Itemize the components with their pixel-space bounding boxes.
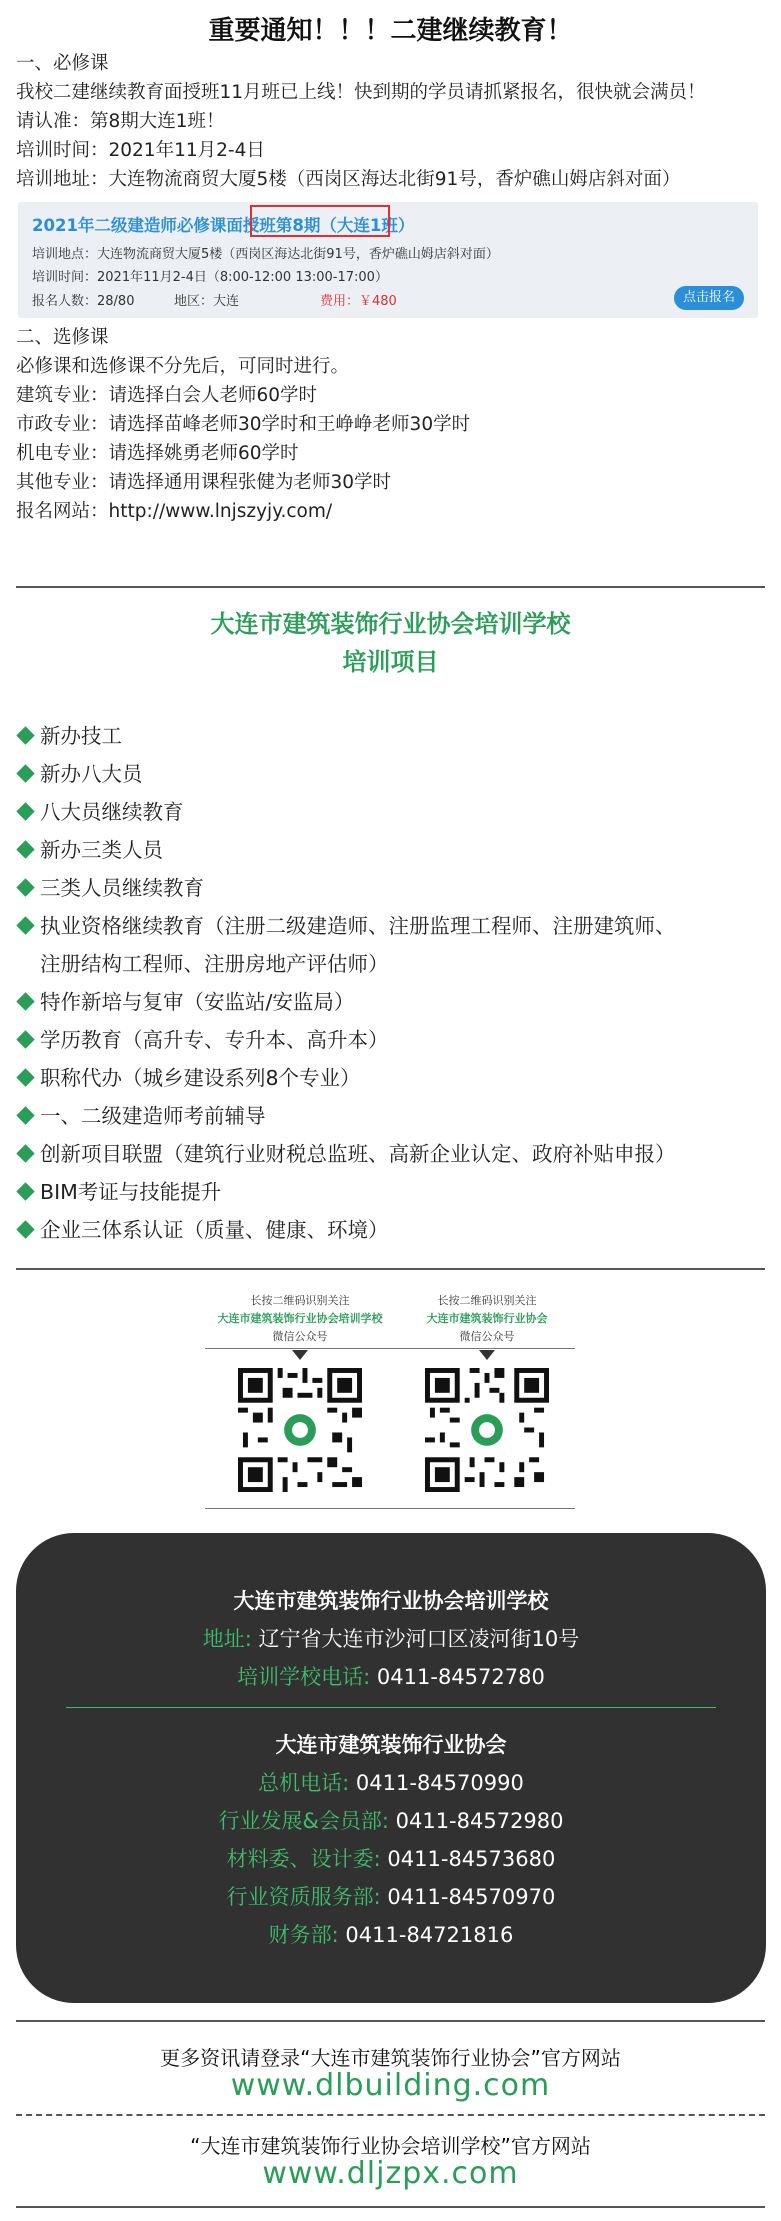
phone-design-dept: 材料委、设计委: 0411-84573680 — [226, 1847, 556, 1871]
school-name: 大连市建筑装饰行业协会培训学校 — [233, 1589, 549, 1613]
project-item: 新办八大员 — [16, 757, 143, 787]
arrow-down-icon — [479, 1350, 495, 1360]
qr-caption-school: 长按二维码识别关注 大连市建筑装饰行业协会培训学校 微信公众号 — [217, 1294, 383, 1343]
school-address: 地址: 辽宁省大连市沙河口区凌河街10号 — [202, 1627, 580, 1651]
notice-line: 请认准：第8期大连1班！ — [16, 111, 225, 132]
projects-title: 大连市建筑装饰行业协会培训学校 — [210, 610, 571, 638]
project-item: 职称代办（城乡建设系列8个专业） — [16, 1061, 361, 1091]
diamond-bullet-icon — [16, 1106, 34, 1124]
qr-code-icon[interactable] — [425, 1368, 549, 1492]
section-heading-elective: 二、选修课 — [16, 327, 109, 348]
notice-line: 培训地址：大连物流商贸大厦5楼（西岗区海达北街91号，香炉礁山姆店斜对面） — [16, 169, 681, 190]
phone-finance-dept: 财务部: 0411-84721816 — [268, 1923, 514, 1947]
divider — [16, 2020, 765, 2022]
diamond-bullet-icon — [16, 1182, 34, 1200]
project-item: 新办三类人员 — [16, 833, 163, 863]
footer-text: 更多资讯请登录“大连市建筑装饰行业协会”官方网站 — [160, 2046, 621, 2070]
registration-website[interactable]: 报名网站：http://www.lnjszyjy.com/ — [16, 501, 333, 522]
diamond-bullet-icon — [16, 1068, 34, 1086]
notice-title: 重要通知！！！二建继续教育！ — [208, 16, 573, 46]
diamond-bullet-icon — [16, 992, 34, 1010]
project-item: BIM考证与技能提升 — [16, 1175, 221, 1205]
phone-main: 总机电话: 0411-84570990 — [258, 1771, 524, 1795]
project-item-continued: 注册结构工程师、注册房地产评估师） — [40, 952, 389, 976]
phone-member-dept: 行业发展&会员部: 0411-84572980 — [218, 1809, 564, 1833]
diamond-bullet-icon — [16, 764, 34, 782]
diamond-bullet-icon — [16, 1220, 34, 1238]
projects-subtitle: 培训项目 — [342, 648, 439, 676]
footer-text: “大连市建筑装饰行业协会培训学校”官方网站 — [190, 2134, 591, 2158]
contact-panel — [16, 1533, 766, 2003]
arrow-down-icon — [292, 1350, 308, 1360]
project-item: 特作新培与复审（安监站/安监局） — [16, 985, 354, 1015]
project-item: 学历教育（高升专、专升本、高升本） — [16, 1023, 389, 1053]
project-item: 创新项目联盟（建筑行业财税总监班、高新企业认定、政府补贴申报） — [16, 1137, 676, 1167]
elective-line: 市政专业：请选择苗峰老师30学时和王峥峥老师30学时 — [16, 414, 471, 435]
section-heading-required: 一、必修课 — [16, 53, 109, 74]
divider — [16, 586, 765, 588]
project-item: 企业三体系认证（质量、健康、环境） — [16, 1213, 389, 1243]
panel-divider — [66, 1707, 716, 1708]
qr-divider — [205, 1348, 575, 1349]
divider — [16, 1268, 765, 1270]
elective-line: 必修课和选修课不分先后，可同时进行。 — [16, 356, 350, 377]
project-item: 三类人员继续教育 — [16, 871, 204, 901]
project-item: 执业资格继续教育（注册二级建造师、注册监理工程师、注册建筑师、 — [16, 909, 676, 939]
diamond-bullet-icon — [16, 840, 34, 858]
course-fee: 费用：￥480 — [320, 294, 397, 309]
diamond-bullet-icon — [16, 1030, 34, 1048]
elective-line: 其他专业：请选择通用课程张健为老师30学时 — [16, 472, 392, 493]
enroll-button[interactable]: 点击报名 — [674, 286, 744, 310]
elective-line: 建筑专业：请选择白会人老师60学时 — [16, 385, 318, 406]
qr-divider — [205, 1508, 575, 1509]
divider — [16, 2206, 765, 2208]
course-card-title: 2021年二级建造师必修课面授班第8期（大连1班） — [32, 216, 415, 235]
project-item: 八大员继续教育 — [16, 795, 184, 825]
course-time: 培训时间：2021年11月2-4日（8:00-12:00 13:00-17:00） — [32, 270, 388, 285]
course-region: 地区：大连 — [174, 294, 240, 309]
notice-line: 我校二建继续教育面授班11月班已上线！快到期的学员请抓紧报名，很快就会满员！ — [16, 82, 706, 103]
association-name: 大连市建筑装饰行业协会 — [275, 1733, 507, 1757]
project-item: 一、二级建造师考前辅导 — [16, 1099, 266, 1129]
website-link[interactable]: www.dlbuilding.com — [230, 2068, 551, 2103]
qr-caption-association: 长按二维码识别关注 大连市建筑装饰行业协会 微信公众号 — [426, 1294, 548, 1343]
dashed-divider — [16, 2114, 765, 2116]
notice-line: 培训时间：2021年11月2-4日 — [16, 140, 265, 161]
diamond-bullet-icon — [16, 802, 34, 820]
project-item: 新办技工 — [16, 719, 122, 749]
elective-line: 机电专业：请选择姚勇老师60学时 — [16, 443, 299, 464]
course-location: 培训地点：大连物流商贸大厦5楼（西岗区海达北街91号，香炉礁山姆店斜对面） — [32, 247, 499, 262]
phone-qualification-dept: 行业资质服务部: 0411-84570970 — [226, 1885, 556, 1909]
diamond-bullet-icon — [16, 916, 34, 934]
diamond-bullet-icon — [16, 878, 34, 896]
course-enrolled: 报名人数：28/80 — [32, 294, 135, 309]
website-link[interactable]: www.dljzpx.com — [262, 2156, 519, 2191]
qr-code-icon[interactable] — [238, 1368, 362, 1492]
school-phone: 培训学校电话: 0411-84572780 — [237, 1665, 545, 1689]
diamond-bullet-icon — [16, 1144, 34, 1162]
highlight-box — [250, 205, 390, 237]
course-card — [18, 202, 758, 318]
diamond-bullet-icon — [16, 726, 34, 744]
